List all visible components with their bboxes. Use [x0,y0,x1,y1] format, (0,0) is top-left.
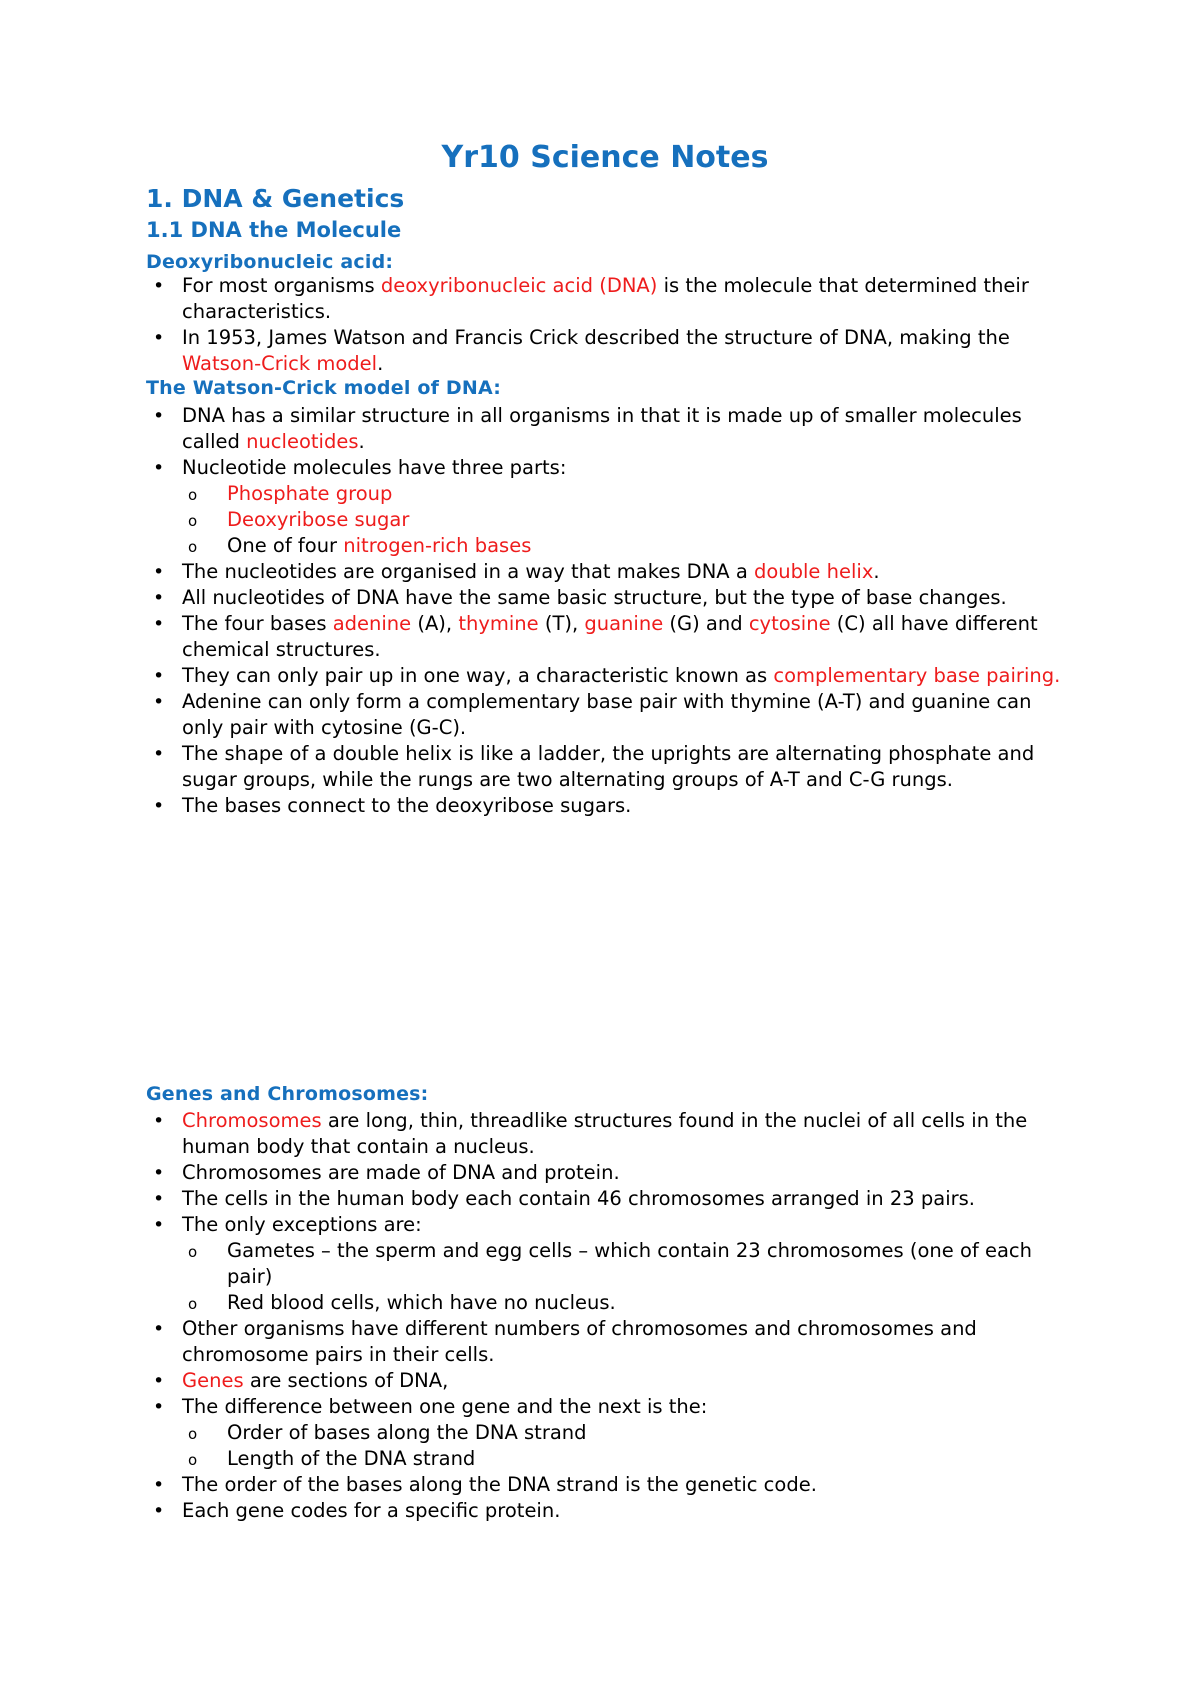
genes-heading: Genes and Chromosomes: [146,1083,429,1105]
bullet-marker: • [153,665,165,687]
bullet-marker: • [153,1162,165,1184]
key-term: complementary base pairing. [773,664,1061,687]
bullet-marker: • [153,1396,165,1418]
bullet-marker: • [153,1188,165,1210]
watson-list [146,403,1066,819]
bullet-marker: • [153,613,165,635]
key-term: nucleotides [246,430,359,453]
key-term: Phosphate group [227,482,393,505]
sub-bullet-marker: o [188,1425,198,1443]
sub-list-item [146,507,1066,533]
sub-bullet-marker: o [188,512,198,530]
list-item: • The difference between one gene and the next is the: [153,1395,708,1418]
key-term: Deoxyribose sugar [227,508,410,531]
key-term: Genes [182,1369,244,1392]
list-item: • Nucleotide molecules have three parts: [153,456,567,479]
key-term: Chromosomes [182,1109,322,1132]
list-item: • The four bases adenine (A), thymine (T), guanine (G) and cytosine (C) all have different chemical structures. [153,612,1038,661]
key-term: deoxyribonucleic acid (DNA) [380,274,658,297]
watson-heading: The Watson-Crick model of DNA: [146,377,502,399]
deoxy-heading: Deoxyribonucleic acid: [146,251,394,273]
list-item: • Each gene codes for a specific protein. [153,1499,561,1522]
bullet-marker: • [153,1474,165,1496]
list-item: • The bases connect to the deoxyribose sugars. [153,794,632,817]
sub-bullet-marker: o [188,1243,198,1261]
list-item: • Genes are sections of DNA, [153,1369,449,1392]
bullet-marker: • [153,327,165,349]
sub-bullet-marker: o [188,538,198,556]
list-item: • Other organisms have different numbers of chromosomes and chromosomes and chromosome pairs in their cells. [153,1317,977,1366]
sub-list-item: o Gametes – the sperm and egg cells – which contain 23 chromosomes (one of each pair) [188,1239,1032,1288]
genes-list [146,1108,1066,1524]
list-item: • The only exceptions are: [153,1213,422,1236]
bullet-marker: • [153,1110,165,1132]
list-item: • They can only pair up in one way, a characteristic known as complementary base pairing. [153,664,1061,687]
sub-list-item: o Order of bases along the DNA strand [146,1420,1066,1446]
bullet-marker: • [153,691,165,713]
sub-bullet-marker: o [188,486,198,504]
key-term: adenine [332,612,412,635]
list-item: • The shape of a double helix is like a ladder, the uprights are alternating phosphate and sugar groups, while the rungs are two alternating groups of A-T and C-G rungs. [153,742,1035,791]
sub-list-item [146,481,1066,507]
subsection-heading: 1.1 DNA the Molecule [146,218,402,242]
bullet-marker: • [153,275,165,297]
bullet-marker: • [153,743,165,765]
list-item: • All nucleotides of DNA have the same basic structure, but the type of base changes. [153,586,1007,609]
bullet-marker: • [153,457,165,479]
list-item: • Chromosomes are long, thin, threadlike structures found in the nuclei of all cells in the human body that contain a nucleus. [153,1109,1028,1158]
bullet-marker: • [153,1500,165,1522]
bullet-marker: • [153,561,165,583]
list-item: • In 1953, James Watson and Francis Crick described the structure of DNA, making the Watson-Crick model. [153,326,1010,375]
key-term: double helix [753,560,874,583]
bullet-marker: • [153,795,165,817]
sub-bullet-marker: o [188,1295,198,1313]
list-item: • The cells in the human body each contain 46 chromosomes arranged in 23 pairs. [153,1187,975,1210]
list-item: • Adenine can only form a complementary base pair with thymine (A-T) and guanine can only pair with cytosine (G-C). [153,690,1032,739]
bullet-marker: • [153,1318,165,1340]
key-term: cytosine [748,612,831,635]
list-item: • The order of the bases along the DNA strand is the genetic code. [153,1473,817,1496]
bullet-marker: • [153,1370,165,1392]
bullet-marker: • [153,405,165,427]
key-term: Watson-Crick model [182,352,378,375]
deoxy-list [146,273,1066,377]
list-item: • DNA has a similar structure in all organisms in that it is made up of smaller molecules called nucleotides. [153,404,1022,453]
sub-list-item: o One of four nitrogen-rich bases [146,533,1066,559]
key-term: thymine [458,612,539,635]
list-item: • The nucleotides are organised in a way that makes DNA a double helix. [153,560,880,583]
bullet-marker: • [153,1214,165,1236]
sub-bullet-marker: o [188,1451,198,1469]
section-heading: 1. DNA & Genetics [146,184,405,213]
key-term: guanine [584,612,664,635]
sub-list-item: o Red blood cells, which have no nucleus. [146,1290,1066,1316]
page-title: Yr10 Science Notes [441,140,769,175]
list-item: • For most organisms deoxyribonucleic acid (DNA) is the molecule that determined their characteristics. [153,274,1029,323]
bullet-marker: • [153,587,165,609]
sub-list-item: o Length of the DNA strand [146,1446,1066,1472]
list-item: • Chromosomes are made of DNA and protein. [153,1161,620,1184]
key-term: nitrogen-rich bases [343,534,532,557]
